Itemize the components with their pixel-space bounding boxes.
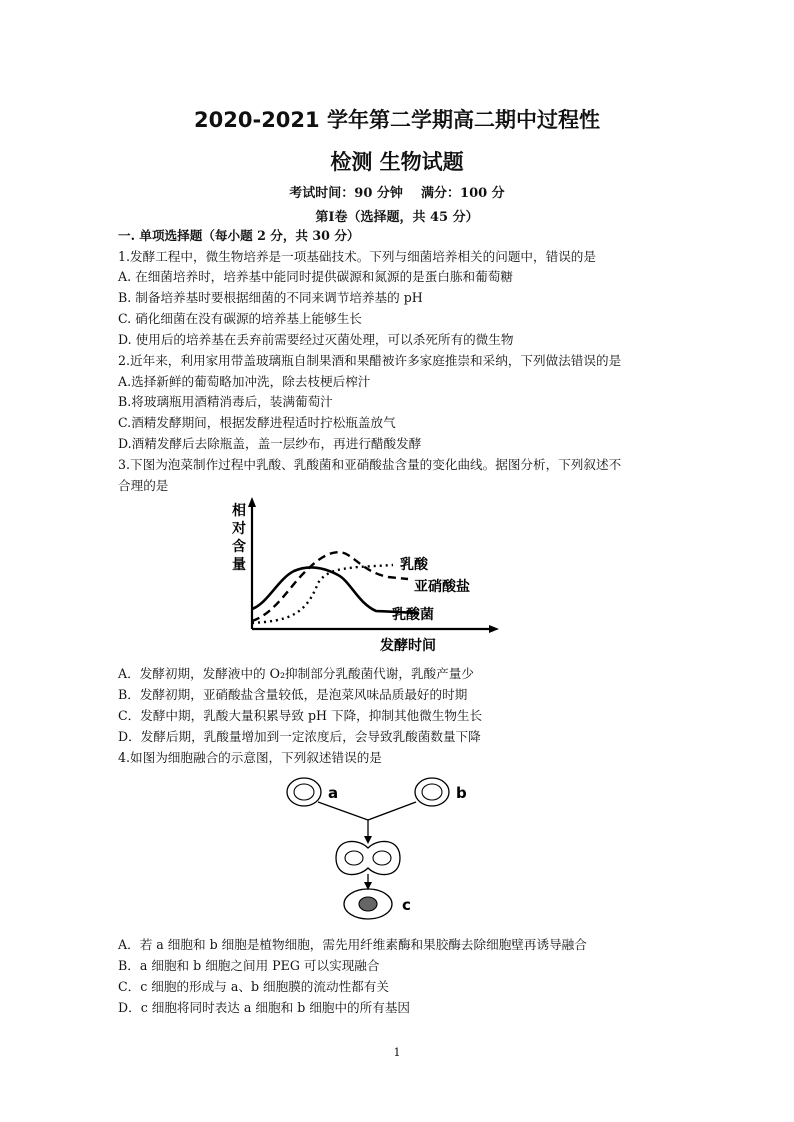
q3-stem-line1: 3.下图为泡菜制作过程中乳酸、乳酸菌和亚硝酸盐含量的变化曲线。据图分析，下列叙述不 — [118, 457, 622, 472]
section-heading: 一. 单项选择题（每小题 2 分，共 30 分） — [118, 228, 360, 243]
q1-option-a: A. 在细菌培养时，培养基中能同时提供碳源和氮源的是蛋白胨和葡萄糖 — [118, 269, 513, 284]
page-title-line2: 检测 生物试题 — [330, 150, 464, 174]
fusing-cells — [336, 841, 400, 874]
q1-stem: 1.发酵工程中，微生物培养是一项基础技术。下列与细菌培养相关的问题中，错误的是 — [118, 249, 596, 264]
cell-a — [287, 778, 321, 806]
y-axis-label-char-2: 对 — [232, 521, 246, 537]
curve-label-lactic-acid-bacteria: 乳酸菌 — [392, 607, 434, 623]
cell-c — [344, 889, 392, 919]
q2-stem: 2.近年来，利用家用带盖玻璃瓶自制果酒和果醋被许多家庭推崇和采纳，下列做法错误的是 — [118, 353, 622, 368]
curve-label-lactic-acid: 乳酸 — [400, 557, 428, 573]
curve-label-nitrite: 亚硝酸盐 — [414, 579, 470, 595]
q2-option-c: C.酒精发酵期间，根据发酵进程适时拧松瓶盖放气 — [118, 415, 396, 430]
q3-stem-line2: 合理的是 — [118, 478, 169, 493]
q4-option-d: D．c 细胞将同时表达 a 细胞和 b 细胞中的所有基因 — [118, 1000, 411, 1015]
volume-heading: 第Ⅰ卷（选择题，共 45 分） — [315, 210, 479, 225]
q2-option-a: A.选择新鲜的葡萄略加冲洗，除去枝梗后榨汁 — [118, 374, 371, 389]
converge-lines — [318, 802, 416, 820]
page-number: 1 — [393, 1046, 401, 1059]
label-b: b — [456, 784, 467, 802]
q3-curve-figure — [228, 495, 500, 657]
page-title-line1: 2020-2021 学年第二学期高二期中过程性 — [194, 108, 600, 132]
label-c: c — [402, 896, 411, 914]
curve-lactic-acid — [252, 565, 393, 623]
cell-b — [415, 778, 449, 806]
q3-option-d: D．发酵后期，乳酸量增加到一定浓度后，会导致乳酸菌数量下降 — [118, 729, 481, 744]
label-a: a — [328, 784, 339, 802]
q1-option-c: C. 硝化细菌在没有碳源的培养基上能够生长 — [118, 311, 362, 326]
q4-option-b: B．a 细胞和 b 细胞之间用 PEG 可以实现融合 — [118, 958, 380, 973]
arrow-down-icon — [364, 820, 372, 844]
arrow-down-icon — [364, 874, 372, 890]
q4-option-c: C．c 细胞的形成与 a、b 细胞膜的流动性都有关 — [118, 979, 389, 994]
q1-option-d: D. 使用后的培养基在丢弃前需要经过灭菌处理，可以杀死所有的微生物 — [118, 332, 514, 347]
q4-cell-fusion-figure — [284, 774, 484, 924]
q4-option-a: A．若 a 细胞和 b 细胞是植物细胞，需先用纤维素酶和果胶酶去除细胞壁再诱导融合 — [118, 937, 587, 952]
q2-option-b: B.将玻璃瓶用酒精消毒后，装满葡萄汁 — [118, 394, 333, 409]
y-axis-label-char-3: 含 — [232, 539, 246, 555]
y-axis-label-char-1: 相 — [232, 503, 246, 519]
exam-info: 考试时间：90 分钟 满分：100 分 — [289, 186, 505, 201]
q3-option-b: B．发酵初期，亚硝酸盐含量较低，是泡菜风味品质最好的时期 — [118, 687, 468, 702]
q1-option-b: B. 制备培养基时要根据细菌的不同来调节培养基的 pH — [118, 290, 423, 305]
x-axis-label: 发酵时间 — [380, 638, 436, 654]
q4-stem: 4.如图为细胞融合的示意图，下列叙述错误的是 — [118, 750, 382, 765]
q3-option-a: A．发酵初期，发酵液中的 O₂抑制部分乳酸菌代谢，乳酸产量少 — [118, 666, 474, 681]
q2-option-d: D.酒精发酵后去除瓶盖，盖一层纱布，再进行醋酸发酵 — [118, 436, 422, 451]
y-axis-label-char-4: 量 — [232, 557, 246, 573]
q3-option-c: C．发酵中期，乳酸大量积累导致 pH 下降，抑制其他微生物生长 — [118, 708, 483, 723]
